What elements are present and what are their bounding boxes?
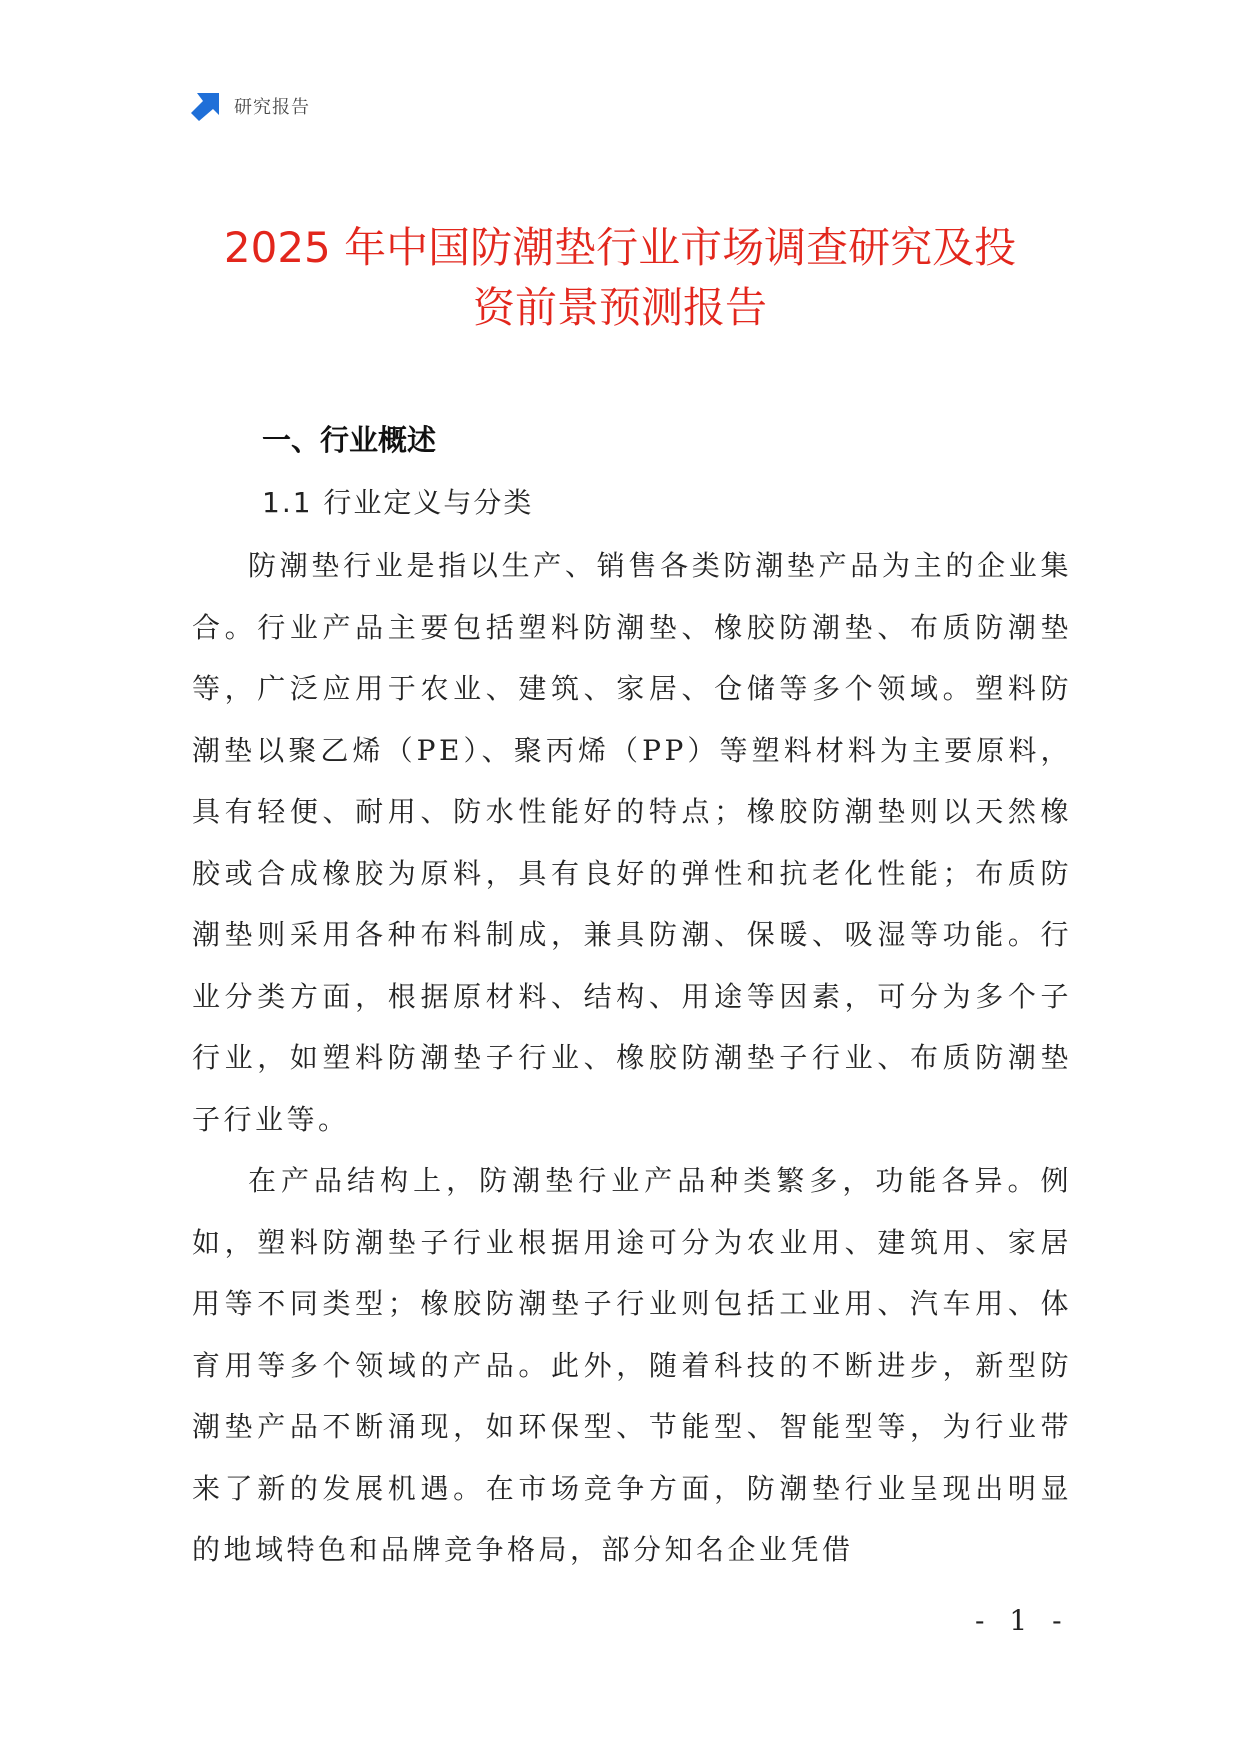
title-line-1: 2025 年中国防潮垫行业市场调查研究及投 (223, 223, 1017, 272)
page-header (190, 88, 310, 124)
page-number: - 1 - (975, 1604, 1070, 1637)
paragraph-2: 在产品结构上，防潮垫行业产品种类繁多，功能各异。例如，塑料防潮垫子行业根据用途可分为农业用、建筑用、家居用等不同类型；橡胶防潮垫子行业则包括工业用、汽车用、体育用等多个领域的产品。此外，随着科技的不断进步，新型防潮垫产品不断涌现，如环保型、节能型、智能型等，为行业带来了新的发展机遇。在市场竞争方面，防潮垫行业呈现出明显的地域特色和品牌竞争格局，部分知名企业凭借 (192, 1164, 1072, 1566)
arrow-up-right-icon (190, 90, 222, 122)
sub-heading: 1.1 行业定义与分类 (262, 486, 534, 519)
section-heading: 一、行业概述 (262, 423, 437, 457)
paragraph-1: 防潮垫行业是指以生产、销售各类防潮垫产品为主的企业集合。行业产品主要包括塑料防潮垫、橡胶防潮垫、布质防潮垫等，广泛应用于农业、建筑、家居、仓储等多个领域。塑料防潮垫以聚乙烯（PE）、聚丙烯（PP）等塑料材料为主要原料，具有轻便、耐用、防水性能好的特点；橡胶防潮垫则以天然橡胶或合成橡胶为原料，具有良好的弹性和抗老化性能；布质防潮垫则采用各种布料制成，兼具防潮、保暖、吸湿等功能。行业分类方面，根据原材料、结构、用途等因素，可分为多个子行业，如塑料防潮垫子行业、橡胶防潮垫子行业、布质防潮垫子行业等。 (192, 549, 1072, 1136)
body-text (192, 535, 1072, 1581)
document-title (170, 218, 1070, 338)
title-line-2: 资前景预测报告 (472, 283, 767, 332)
header-label: 研究报告 (234, 97, 310, 118)
